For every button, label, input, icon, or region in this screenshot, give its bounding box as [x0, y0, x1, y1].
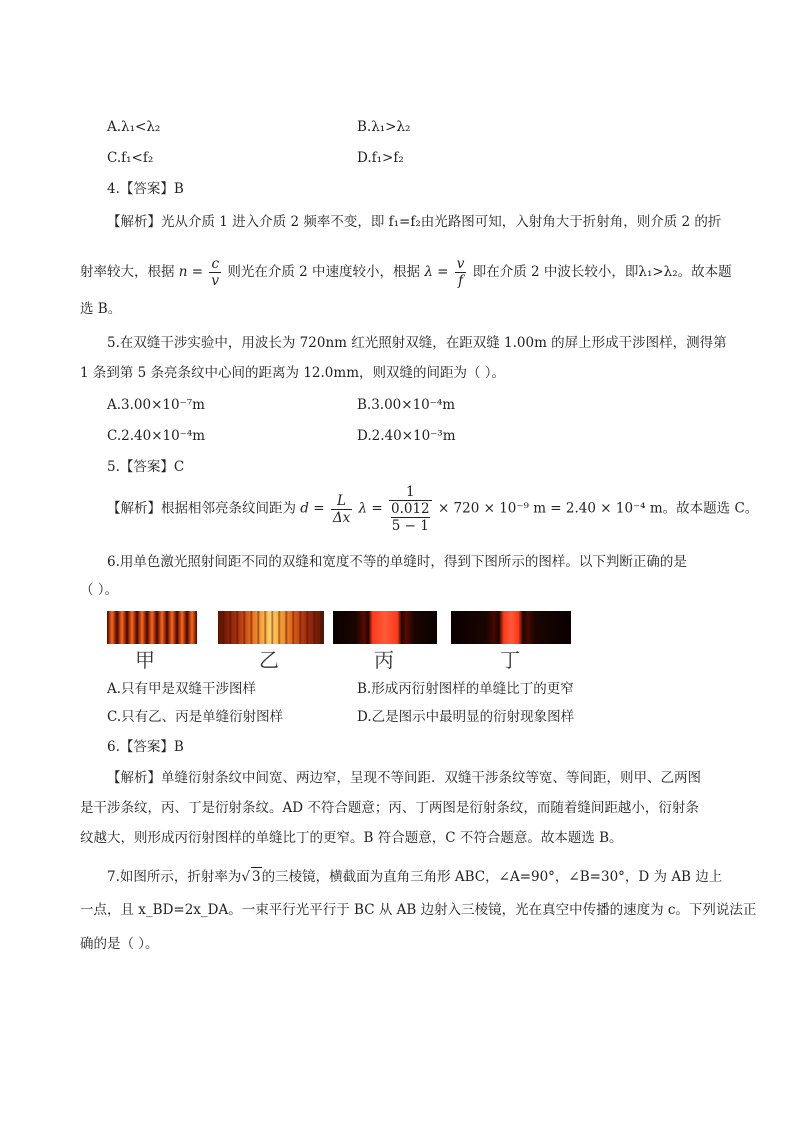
- fringe-pattern-ding: [451, 611, 571, 644]
- a5-frac2-num: 1: [389, 484, 432, 501]
- a5-explanation: [107, 484, 758, 534]
- fringe-label-jia: 甲: [135, 648, 155, 672]
- a4-explanation-line2: [80, 252, 732, 292]
- a5-answer: 5.【答案】C: [107, 459, 185, 475]
- a5-text-c: 。故本题选 C。: [662, 500, 759, 517]
- a4-frac-c-over-v: [209, 256, 221, 289]
- a5-frac2-den-den: 5 − 1: [391, 518, 429, 534]
- a4-frac1-num: c: [209, 256, 221, 273]
- a4-n-eq: n =: [178, 264, 204, 280]
- a5-frac2-den: [389, 501, 432, 534]
- q7-text-a: 7.如图所示，折射率为: [107, 869, 242, 885]
- q5-option-c: C.2.40×10⁻⁴m: [107, 428, 206, 444]
- q6-option-d: D.乙是图示中最明显的衍射现象图样: [357, 709, 575, 725]
- a5-frac2-den-num: 0.012: [390, 501, 430, 517]
- q3-option-c: C.f₁<f₂: [107, 150, 154, 166]
- a5-text-a: 【解析】根据相邻亮条纹间距为: [107, 500, 296, 517]
- q6-option-b: B.形成丙衍射图样的单缝比丁的更窄: [357, 681, 574, 697]
- a4-text-b: 则光在介质 2 中速度较小，根据: [227, 264, 421, 280]
- fringe-pattern-yi-lines: [218, 611, 324, 644]
- a4-explanation-line3: 选 B。: [80, 301, 122, 317]
- q5-option-a: A.3.00×10⁻⁷m: [107, 397, 205, 413]
- a4-frac2-num: v: [456, 256, 465, 272]
- a4-text-a: 射率较大，根据: [80, 264, 175, 280]
- fringe-pattern-jia: [107, 611, 197, 644]
- sqrt-symbol: √: [241, 869, 250, 885]
- q7-sqrt-value: 3: [252, 869, 261, 885]
- a4-frac-v-over-f: [455, 256, 467, 289]
- q5-option-d: D.2.40×10⁻³m: [357, 428, 456, 444]
- q6-option-a: A.只有甲是双缝干涉图样: [107, 681, 257, 697]
- q3-option-b: B.λ₁>λ₂: [357, 119, 411, 135]
- a4-text-c: 即在介质 2 中波长较小，即λ₁>λ₂。故本题: [472, 264, 732, 280]
- a5-frac1-den: Δx: [332, 509, 351, 526]
- fringe-label-bing: 丙: [374, 648, 394, 672]
- q3-option-a: A.λ₁<λ₂: [107, 119, 161, 135]
- a5-text-b: × 720 × 10⁻⁹ m = 2.40 × 10⁻⁴ m: [437, 500, 663, 517]
- q7-text-b: 的三棱镜，横截面为直角三角形 ABC，∠A=90°，∠B=30°，D 为 AB 边上: [261, 869, 723, 885]
- a4-explanation-line1: 【解析】光从介质 1 进入介质 2 频率不变，即 f₁=f₂由光路图可知，入射角大于折射角，则介质 2 的折: [107, 214, 722, 230]
- a5-frac-l-over-dx: [331, 493, 352, 526]
- q6-stem-line1: 6.用单色激光照射间距不同的双缝和宽度不等的单缝时，得到下图所示的图样。以下判断正确的是: [107, 554, 687, 570]
- a5-frac-compound: [389, 484, 432, 534]
- q6-stem-line2: （ ）。: [80, 582, 119, 598]
- a6-explanation-line2: 是干涉条纹，丙、丁是衍射条纹。AD 不符合题意；丙、丁两图是衍射条纹，而随着缝间距越小，衍射条: [80, 800, 699, 816]
- fringe-pattern-bing: [333, 611, 437, 644]
- q5-stem-line1: 5.在双缝干涉实验中，用波长为 720nm 红光照射双缝，在距双缝 1.00m 的屏上形成干涉图样，测得第: [107, 335, 727, 351]
- q7-stem-line2: 一点，且 x_BD=2x_DA。一束平行光平行于 BC 从 AB 边射入三棱镜，光在真空中传播的速度为 c。下列说法正: [80, 902, 757, 918]
- q5-option-b: B.3.00×10⁻⁴m: [357, 397, 456, 413]
- q7-stem-line3: 确的是（ ）。: [80, 936, 159, 952]
- a4-lambda-eq: λ =: [424, 264, 449, 280]
- a5-frac1-num: L: [331, 493, 352, 510]
- fringe-label-yi: 乙: [259, 648, 279, 672]
- a4-frac1-den: v: [211, 273, 220, 289]
- a6-explanation-line1: 【解析】单缝衍射条纹中间宽、两边窄，呈现不等间距．双缝干涉条纹等宽、等间距，则甲、乙两图: [107, 770, 701, 786]
- q3-option-d: D.f₁>f₂: [357, 150, 404, 166]
- a5-d-eq: d =: [300, 500, 325, 517]
- q7-stem-line1: [107, 867, 722, 886]
- a5-lambda: λ =: [358, 500, 383, 517]
- q5-stem-line2: 1 条到第 5 条亮条纹中心间的距离为 12.0mm，则双缝的间距为（ ）。: [80, 365, 506, 381]
- a4-answer: 4.【答案】B: [107, 181, 184, 197]
- fringe-label-ding: 丁: [500, 648, 520, 672]
- a6-explanation-line3: 纹越大，则形成丙衍射图样的单缝比丁的更窄。B 符合题意，C 不符合题意。故本题选 B。: [80, 830, 623, 846]
- q6-option-c: C.只有乙、丙是单缝衍射图样: [107, 709, 284, 725]
- a4-frac2-den: f: [458, 273, 464, 289]
- a6-answer: 6.【答案】B: [107, 739, 184, 755]
